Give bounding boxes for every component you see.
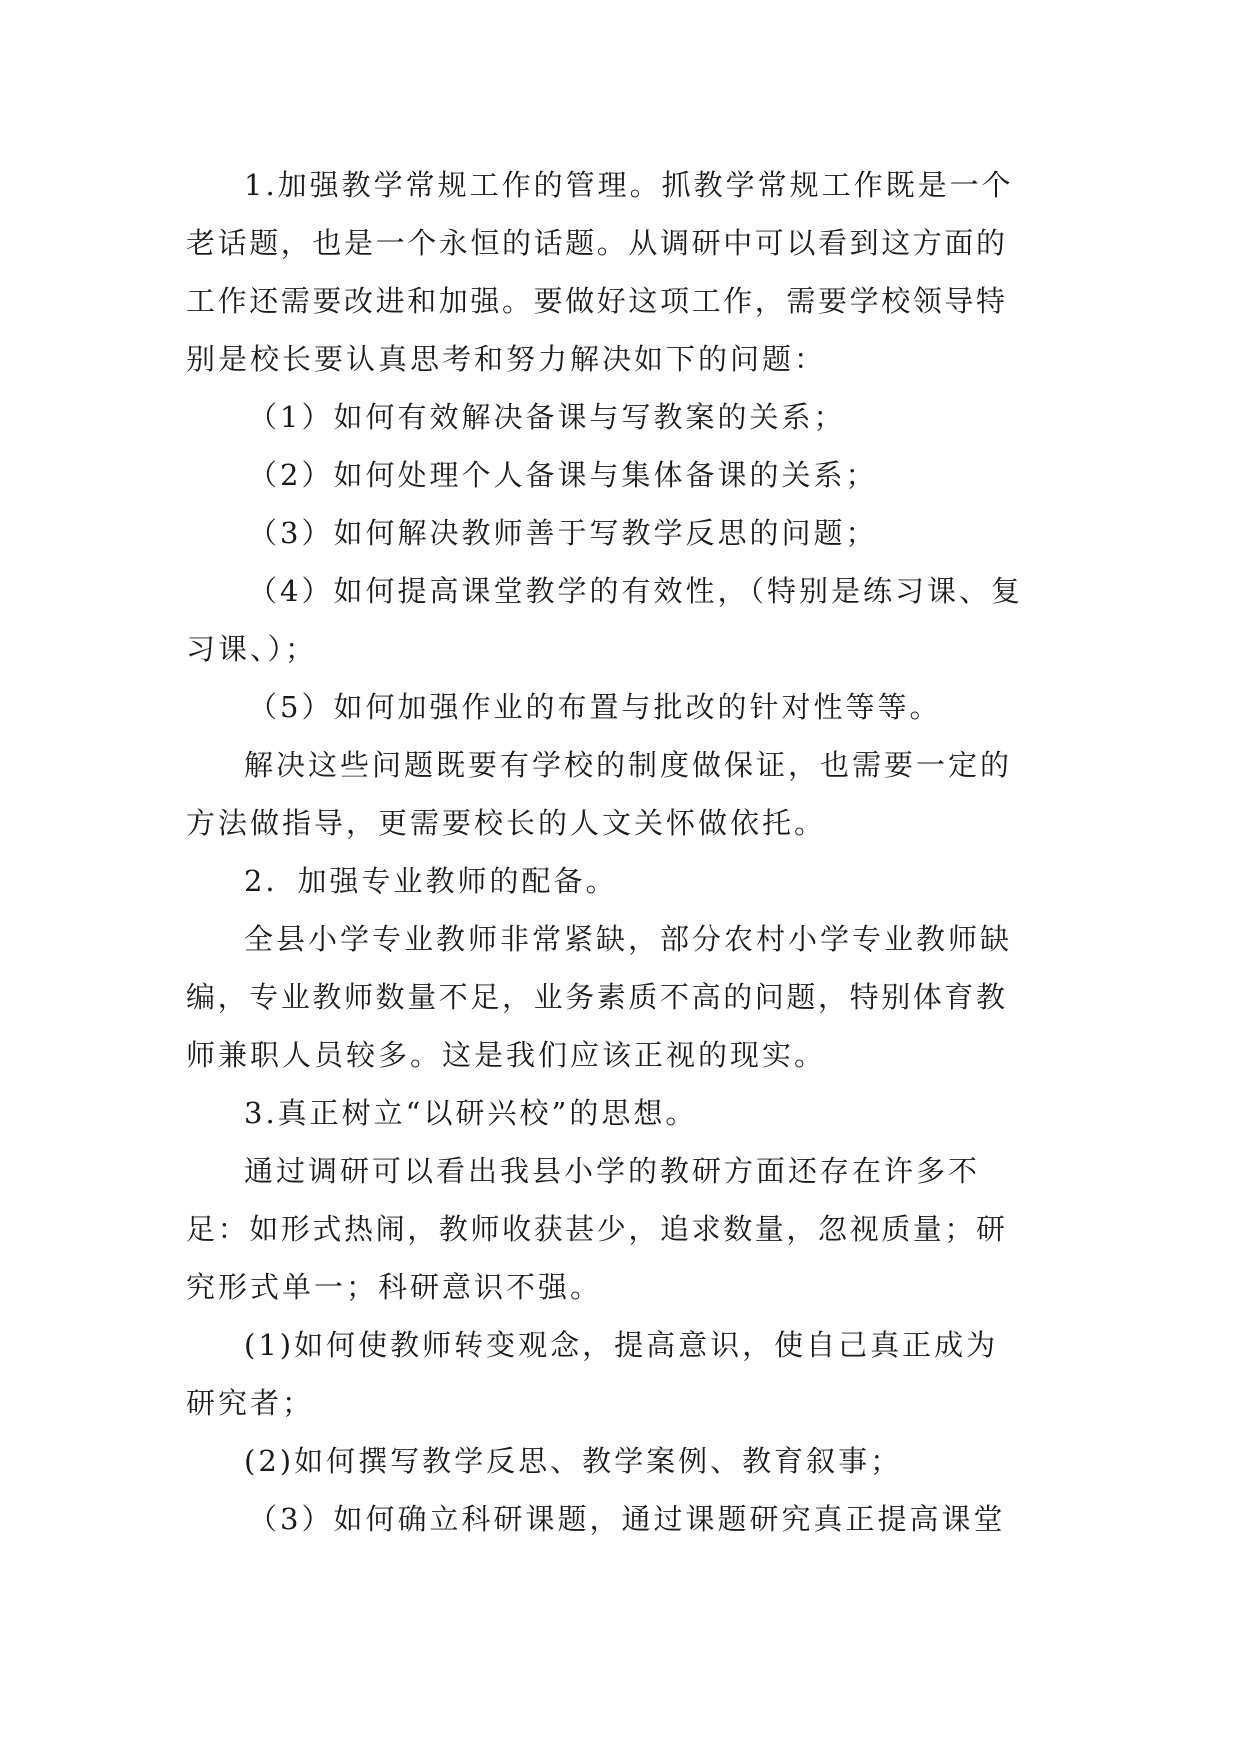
text-line: 方法做指导，更需要校长的人文关怀做依托。 (186, 806, 827, 840)
text-line: 研究者； (186, 1386, 315, 1420)
text-line: 全县小学专业教师非常紧缺，部分农村小学专业教师缺 (244, 922, 1013, 956)
text-line: 通过调研可以看出我县小学的教研方面还存在许多不 (244, 1154, 981, 1188)
text-line: 3.真正树立“以研兴校”的思想。 (244, 1096, 698, 1130)
document-body (186, 156, 1056, 1548)
text-line: （3）如何确立科研课题，通过课题研究真正提高课堂 (248, 1502, 1006, 1536)
text-line: （3）如何解决教师善于写教学反思的问题； (248, 516, 878, 550)
text-line: 工作还需要改进和加强。要做好这项工作，需要学校领导特 (186, 284, 1008, 318)
text-line: 解决这些问题既要有学校的制度做保证，也需要一定的 (244, 748, 1013, 782)
text-line: (1)如何使教师转变观念，提高意识，使自己真正成为 (244, 1328, 999, 1362)
text-line: （5）如何加强作业的布置与批改的针对性等等。 (248, 690, 942, 724)
text-line: （2）如何处理个人备课与集体备课的关系； (248, 458, 878, 492)
text-line: 1.加强教学常规工作的管理。抓教学常规工作既是一个 (244, 168, 1014, 202)
text-line: 编，专业教师数量不足，业务素质不高的问题，特别体育教 (186, 980, 1008, 1014)
text-line: 师兼职人员较多。这是我们应该正视的现实。 (186, 1038, 827, 1072)
text-line: （1）如何有效解决备课与写教案的关系； (248, 400, 846, 434)
text-line: 习课、）； (186, 632, 318, 666)
text-line: 2．加强专业教师的配备。 (244, 864, 618, 898)
text-line: （4）如何提高课堂教学的有效性，（特别是练习课、复 (248, 574, 1023, 608)
text-line: (2)如何撰写教学反思、教学案例、教育叙事； (244, 1444, 903, 1478)
text-line: 老话题，也是一个永恒的话题。从调研中可以看到这方面的 (186, 226, 1008, 260)
text-line: 究形式单一；科研意识不强。 (186, 1270, 603, 1304)
text-line: 别是校长要认真思考和努力解决如下的问题： (186, 342, 827, 376)
text-line: 足：如形式热闹，教师收获甚少，追求数量，忽视质量；研 (186, 1212, 1008, 1246)
